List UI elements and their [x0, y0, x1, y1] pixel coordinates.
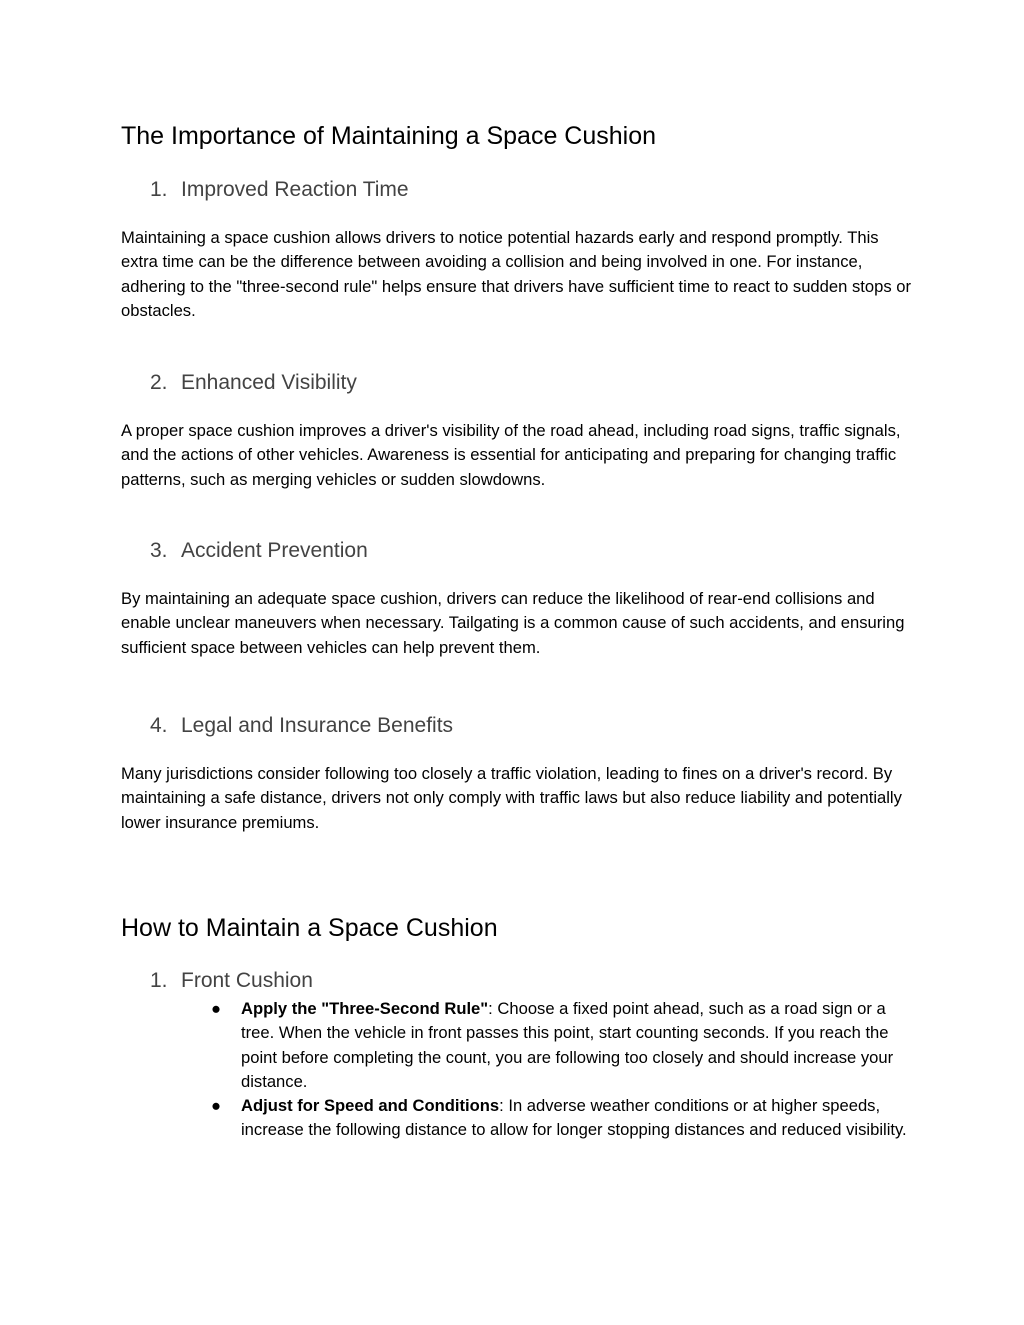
paragraph-accident-prevention: By maintaining an adequate space cushion, drivers can reduce the likelihood of rear-end collisions and enable unclear maneuvers when necessary. Tailgating is a common cause of such accidents, and ensuring sufficient space between vehicles can help prevent them.	[121, 589, 905, 657]
bullet-term: Adjust for Speed and Conditions	[241, 1096, 500, 1116]
bullet-icon: ●	[211, 1096, 222, 1116]
list-item	[211, 1094, 911, 1143]
section-title-importance: The Importance of Maintaining a Space Cushion	[121, 122, 657, 150]
list-number: 2.	[150, 371, 168, 394]
list-number: 1.	[150, 178, 168, 201]
bullet-text: : In adverse weather conditions or at higher speeds, increase the following distance to allow for longer stopping distances and reduced visibility.	[241, 1096, 907, 1140]
subheading-text: Legal and Insurance Benefits	[181, 714, 454, 737]
bullet-term: Apply the "Three-Second Rule"	[241, 999, 489, 1018]
paragraph-legal-insurance: Many jurisdictions consider following too closely a traffic violation, leading to fines on a driver's record. By maintaining a safe distance, drivers not only comply with traffic laws but also reduce liability and potentially lower insurance premiums.	[121, 764, 902, 832]
paragraph-visibility: A proper space cushion improves a driver's visibility of the road ahead, including road signs, traffic signals, and the actions of other vehicles. Awareness is essential for anticipating and preparing for changing traffic patterns, such as merging vehicles or sudden slowdowns.	[121, 421, 901, 489]
subheading-reaction-time	[150, 177, 409, 203]
subheading-text: Accident Prevention	[181, 539, 368, 562]
front-cushion-bullet-list	[211, 997, 911, 1143]
list-number: 1.	[150, 969, 168, 992]
paragraph-reaction-time: Maintaining a space cushion allows drivers to notice potential hazards early and respond promptly. This extra time can be the difference between avoiding a collision and being involved in one. For instance, adhering to the "three-second rule" helps ensure that drivers have sufficient time to react to sudden stops or obstacles.	[121, 228, 911, 320]
list-item	[211, 997, 911, 1094]
list-number: 3.	[150, 539, 168, 562]
bullet-icon: ●	[211, 999, 222, 1018]
subheading-text: Front Cushion	[181, 969, 313, 992]
list-number: 4.	[150, 714, 168, 737]
subheading-visibility	[150, 370, 357, 396]
subheading-text: Enhanced Visibility	[181, 371, 357, 394]
subheading-accident-prevention	[150, 538, 368, 564]
subheading-front-cushion	[150, 968, 313, 994]
section-title-how-to: How to Maintain a Space Cushion	[121, 914, 498, 942]
subheading-legal-insurance	[150, 713, 453, 739]
bullet-text: : Choose a fixed point ahead, such as a road sign or a tree. When the vehicle in front passes this point, start counting seconds. If you reach the point before completing the count, you are following too closely and should increase your distance.	[241, 999, 894, 1091]
subheading-text: Improved Reaction Time	[181, 178, 409, 201]
